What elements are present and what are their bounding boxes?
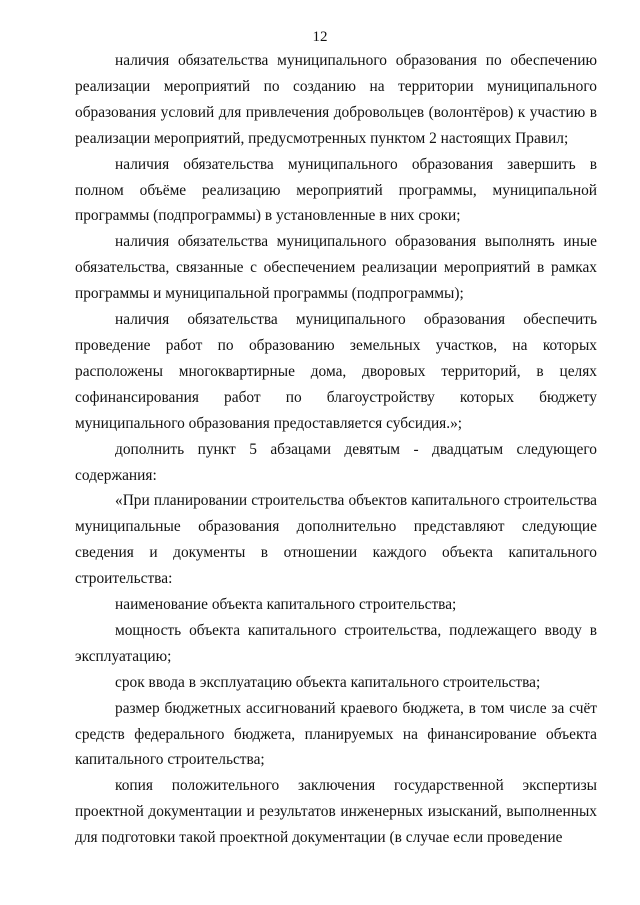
paragraph-6: «При планировании строительства объектов капитального строительства муниципальные образования дополнительно представляют следующие сведения и документы в отношении каждого объекта капитального строительства: <box>75 492 597 588</box>
paragraph-3: наличия обязательства муниципального образования выполнять иные обязательства, связанные с обеспечением реализации мероприятий в рамках программы и муниципальной программы (подпрограммы); <box>75 233 597 303</box>
paragraph-4: наличия обязательства муниципального образования обеспечить проведение работ по образованию земельных участков, на которых расположены многоквартирные дома, дворовых территорий, в целях софинансирования работ по благоустройству которых бюджету муниципального образования предоставляется субсидия.»; <box>75 311 597 432</box>
paragraph-5: дополнить пункт 5 абзацами девятым - двадцатым следующего содержания: <box>75 440 597 484</box>
paragraph-1: наличия обязательства муниципального образования по обеспечению реализации мероприятий по созданию на территории муниципального образования условий для привлечения добровольцев (волонтёров) к участию в реализации мероприятий, предусмотренных пунктом 2 настоящих Правил; <box>75 52 597 147</box>
page-number: 12 <box>312 29 328 45</box>
paragraph-10: размер бюджетных ассигнований краевого бюджета, в том числе за счёт средств федерального бюджета, планируемых на финансирование объекта капитального строительства; <box>75 699 597 769</box>
paragraph-11: копия положительного заключения государственной экспертизы проектной документации и результатов инженерных изысканий, выполненных для подготовки такой проектной документации (в случае если проведение <box>75 777 597 847</box>
paragraph-8: мощность объекта капитального строительства, подлежащего вводу в эксплуатацию; <box>75 621 597 665</box>
paragraph-2: наличия обязательства муниципального образования завершить в полном объёме реализацию мероприятий программы, муниципальной программы (подпрограммы) в установленные в них сроки; <box>75 155 597 225</box>
paragraph-9: срок ввода в эксплуатацию объекта капитального строительства; <box>115 673 541 691</box>
document-body <box>75 48 597 851</box>
paragraph-7: наименование объекта капитального строительства; <box>115 596 457 614</box>
